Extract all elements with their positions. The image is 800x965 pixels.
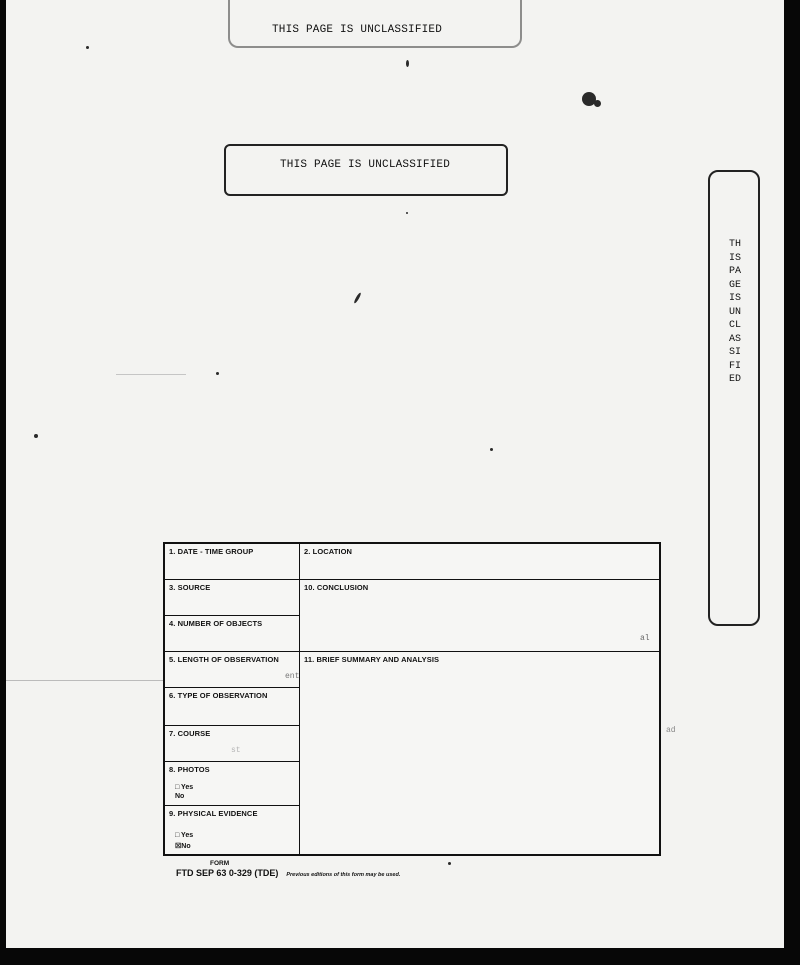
project-record-card <box>163 542 661 856</box>
physical-evidence-cell <box>165 806 300 854</box>
date-time-group-cell <box>165 544 300 580</box>
conclusion-cell <box>300 580 659 652</box>
scan-speck <box>34 434 38 438</box>
course-cell <box>165 726 300 762</box>
type-of-observation-cell <box>165 688 300 726</box>
brief-summary-label: 11. BRIEF SUMMARY AND ANALYSIS <box>304 655 440 664</box>
scan-speck <box>406 60 409 67</box>
top-classification-banner: THIS PAGE IS UNCLASSIFIED <box>272 24 443 36</box>
date-time-group-label: 1. DATE - TIME GROUP <box>169 547 254 556</box>
scan-speck <box>406 212 408 214</box>
evidence-yes-option: □ Yes <box>175 832 194 839</box>
photos-yes-option: □ Yes <box>175 784 194 791</box>
location-label: 2. LOCATION <box>304 547 353 556</box>
brief-summary-cell <box>300 652 659 854</box>
form-id: FTD SEP 63 0-329 (TDE) <box>176 868 279 878</box>
scan-line <box>6 680 166 681</box>
evidence-no-option: ☒No <box>175 843 191 850</box>
form-word: FORM <box>210 860 230 867</box>
location-cell <box>300 544 659 580</box>
number-of-objects-cell <box>165 616 300 652</box>
source-cell <box>165 580 300 616</box>
scan-speck <box>86 46 89 49</box>
conclusion-label: 10. CONCLUSION <box>304 583 369 592</box>
scan-speck <box>216 372 219 375</box>
photos-no-option: No <box>175 793 185 800</box>
scan-line <box>116 374 186 375</box>
scan-speck <box>490 448 493 451</box>
course-faint-value: st <box>231 746 241 755</box>
margin-faint-text: ad <box>666 726 676 735</box>
form-id-line <box>176 868 400 878</box>
scan-speck <box>594 100 601 107</box>
side-classification-banner: THIS PAGE IS UNCLASSIFIED <box>728 239 748 386</box>
photos-label: 8. PHOTOS <box>169 765 210 774</box>
length-of-observation-label: 5. LENGTH OF OBSERVATION <box>169 655 279 664</box>
source-label: 3. SOURCE <box>169 583 211 592</box>
document-page <box>6 0 784 948</box>
conclusion-faint-tail: al <box>640 634 650 643</box>
scan-speck <box>448 862 451 865</box>
type-of-observation-label: 6. TYPE OF OBSERVATION <box>169 691 268 700</box>
physical-evidence-label: 9. PHYSICAL EVIDENCE <box>169 809 258 818</box>
middle-classification-banner: THIS PAGE IS UNCLASSIFIED <box>280 159 451 171</box>
length-faint-suffix: ent <box>285 672 300 681</box>
form-note: Previous editions of this form may be used. <box>286 872 401 878</box>
number-of-objects-label: 4. NUMBER OF OBJECTS <box>169 619 263 628</box>
course-label: 7. COURSE <box>169 729 211 738</box>
photos-cell <box>165 762 300 806</box>
scan-speck <box>353 292 362 304</box>
length-of-observation-cell <box>165 652 300 688</box>
